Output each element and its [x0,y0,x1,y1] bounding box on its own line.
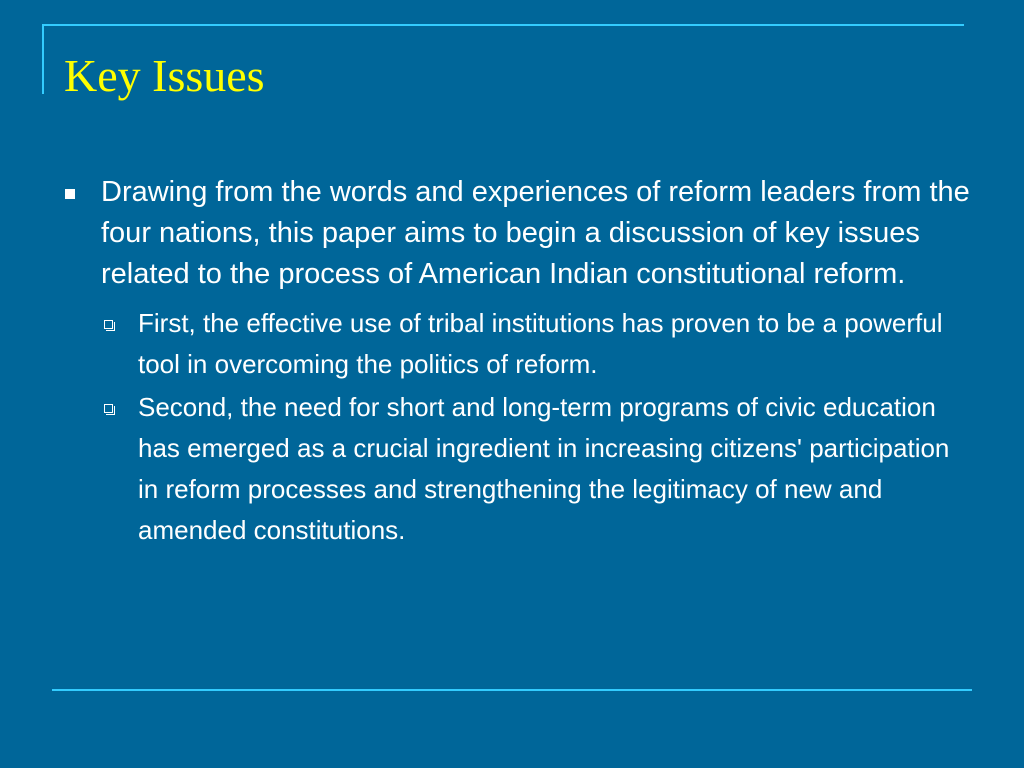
sub-bullet-list [60,303,970,551]
sub-bullet-2-text: Second, the need for short and long-term programs of civic education has emerged as a crucial ingredient in increasing citizens' participation in reform processes and strengthening the legitimacy of new and amended constitutions. [138,392,950,545]
slide-title: Key Issues [64,50,265,101]
main-bullet [60,172,970,295]
bottom-accent-line [52,689,972,691]
main-bullet-text: Drawing from the words and experiences of reform leaders from the four nations, this paper aims to begin a discussion of key issues related to the process of American Indian constitutional reform. [101,176,970,290]
sub-bullet-1-text: First, the effective use of tribal institutions has proven to be a powerful tool in overcoming the politics of reform. [138,308,943,379]
sub-bullet-2 [60,387,970,551]
left-accent-line [42,24,44,94]
top-accent-line [42,24,964,26]
sub-bullet-1 [60,303,970,385]
hollow-square-bullet-icon [104,320,113,329]
slide-body [60,172,970,553]
filled-square-bullet-icon [65,189,75,199]
hollow-square-bullet-icon [104,404,113,413]
